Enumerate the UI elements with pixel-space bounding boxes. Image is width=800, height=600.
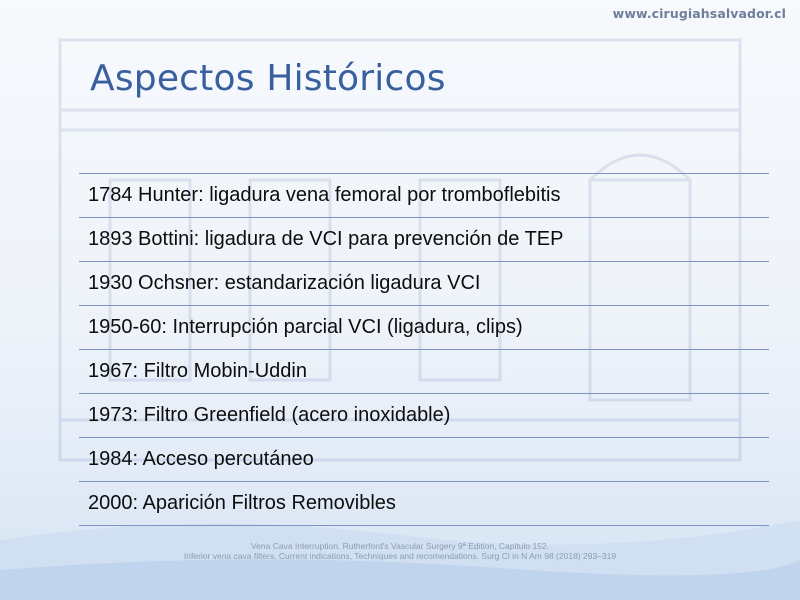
references <box>0 541 800 561</box>
list-item: 2000: Aparición Filtros Removibles <box>79 482 769 526</box>
list-item: 1967: Filtro Mobin-Uddin <box>79 350 769 394</box>
list-item: 1893 Bottini: ligadura de VCI para prevención de TEP <box>79 218 769 262</box>
list-item: 1973: Filtro Greenfield (acero inoxidable) <box>79 394 769 438</box>
website-url: www.cirugiahsalvador.cl <box>612 6 786 21</box>
slide-title: Aspectos Históricos <box>90 58 446 99</box>
history-list <box>79 173 769 526</box>
list-item: 1984: Acceso percutáneo <box>79 438 769 482</box>
reference-line: Inferior vena cava filters. Current indications, Techniques and recomendations. Surg Cl in N Am 98 (2018) 293–319 <box>183 551 617 561</box>
list-item: 1950-60: Interrupción parcial VCI (ligadura, clips) <box>79 306 769 350</box>
reference-line: Vena Cava Interruption. Rutherford's Vascular Surgery 9ª Edition, Capitulo 152. <box>250 541 550 551</box>
list-item: 1784 Hunter: ligadura vena femoral por tromboflebitis <box>79 174 769 218</box>
list-item: 1930 Ochsner: estandarización ligadura VCI <box>79 262 769 306</box>
